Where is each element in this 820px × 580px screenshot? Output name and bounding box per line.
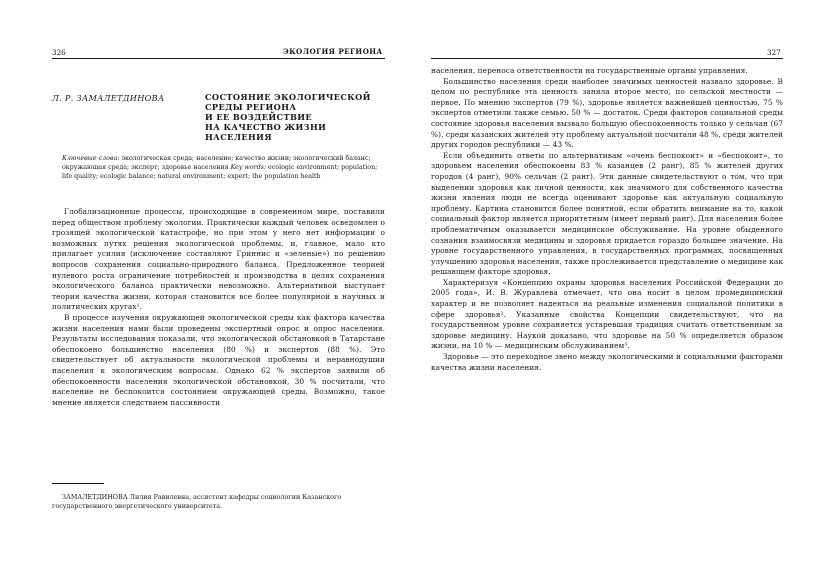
paragraph: населения, переноса ответственности на государственные органы управления.: [431, 66, 748, 75]
keywords-ru-label: Ключевые слова:: [62, 155, 120, 162]
paragraph: Характеризуя «Концепцию охраны здоровья населения Российской Федерации до 2005 года», И. В. Журавлева отмечает, что она носит в целом промедицинский характер и не позволяет надеяться на реальные изменения социальной политики в сфере здоровья². Указанные свойства Концепции свидетельствуют, что на государственном уровне сохраняется устаревшая традиция считать ответственным за здоровье медицину. Наукой доказано, что здоровье на 50 % определяется образом жизни, на 10 % — медицинским обслуживанием³.: [431, 277, 783, 351]
article-title-line: СОСТОЯНИЕ ЭКОЛОГИЧЕСКОЙ: [205, 92, 371, 102]
paragraph: Здоровье — это переходное звено между экологическими и социальными факторами качества жизни населения.: [431, 352, 783, 372]
header-rule: [431, 58, 783, 59]
keywords-ru: экологическая среда; население; качество жизни; экологический баланс; окружающая среда; эксперт; здоровье населения: [62, 155, 371, 171]
article-body-right: [431, 66, 783, 373]
paragraph: Большинство населения среди наиболее значимых ценностей назвало здоровье. В целом по республике эта ценность заняла второе место, по сельской местности — первое. По мнению экспертов (79 %), здоровье является важнейшей ценностью, 75 % экспертов отметили также семью, 50 % — достаток. Среди факторов социальной среды состояние здоровья населения вызвало большую обеспокоенность только у сельчан (67 %), среди казанских жителей эту проблему актуальной посчитали 48 %, среди жителей других городов республики — 43 %.: [431, 76, 783, 150]
header-rule: [52, 58, 385, 59]
author-footnote: ЗАМАЛЕТДИНОВА Лилия Равилевна, ассистент кафедры социологии Казанского государственного энергетического университета.: [52, 493, 342, 511]
page-number: 327: [767, 48, 781, 57]
footnote-rule: [52, 483, 104, 484]
paragraph: Если объединить ответы по альтернативам «очень беспокоит» и «беспокоит», то здоровьем населения обеспокоены 83 % казанцев (2 ранг), 85 % жителей других городов (4 ранг), 90% сельчан (2 ранг). Эти данные свидетельствуют о том, что при выделении здоровья как личной ценности, как значимого для собственного качества жизни явления люди не всегда оценивают здоровье как актуальную социальную проблему. Картина становится более понятной, если обратить внимание на то, какой социальный фактор является приоритетным (имеет первый ранг). Для населения более проблематичным оказывается медицинское обслуживание. На уровне обыденного сознания взаимосвязи медицины и здоровья придается гораздо большее значение. На уровне государственного управления, в государственных программах, посвященных улучшению здоровья населения, также прослеживается представление о медицине как решающем факторе здоровья.: [431, 150, 783, 277]
article-body-left: [52, 207, 385, 408]
article-title-line: И ЕЕ ВОЗДЕЙСТВИЕ: [205, 112, 313, 122]
paragraph: Глобализационные процессы, происходящие в современном мире, поставили перед обществом проблему экологии. Практически каждый человек осведомлен о грозящей экологической катастрофе, но при этом у него нет информации о возможных путях решения экологической проблемы, и, главное, мало кто прилагает усилия (исключение составляют Гриннис и «зеленые») по решению вопросов сохранения социально-природного баланса. Предложенное теорией нулевого роста ограничение потребностей и производства в целях сохранения экологического баланса практически невозможно. Альтернативой выступает теория качества жизни, которая становится все более популярной в научных и политических кругах¹.: [52, 207, 385, 312]
paragraph: В процессе изучения окружающей экологической среды как фактора качества жизни населения нами были проведены экспертный опрос и опрос населения. Результаты исследования показали, что экологической обстановкой в Татарстане обеспокоено большинство населения (80 %) и экспертов (88 %). Это свидетельствует об актуальности экологической проблемы и неравнодушии населения к экологическим вопросам. Однако 62 % экспертов заявили об обеспокоенности населения экологической обстановкой, 30 % посчитали, что население не беспокоится состоянием окружающей среды. Возможно, такое мнение является следствием пассивности: [52, 312, 385, 407]
article-title-line: СРЕДЫ РЕГИОНА: [205, 102, 297, 112]
page-number: 326: [52, 48, 66, 57]
right-page: [410, 0, 820, 580]
running-head: ЭКОЛОГИЯ РЕГИОНА: [283, 47, 383, 56]
author-name: Л. Р. ЗАМАЛЕТДИНОВА: [52, 93, 165, 103]
keywords-block: [62, 154, 384, 181]
article-title-line: НА КАЧЕСТВО ЖИЗНИ: [205, 122, 327, 132]
keywords-en-label: Key words:: [230, 164, 267, 171]
article-title-line: НАСЕЛЕНИЯ: [205, 132, 272, 142]
keywords-en: ecologic environment; population; life quality; ecologic balance; natural environment; expert; the population health: [62, 164, 378, 180]
